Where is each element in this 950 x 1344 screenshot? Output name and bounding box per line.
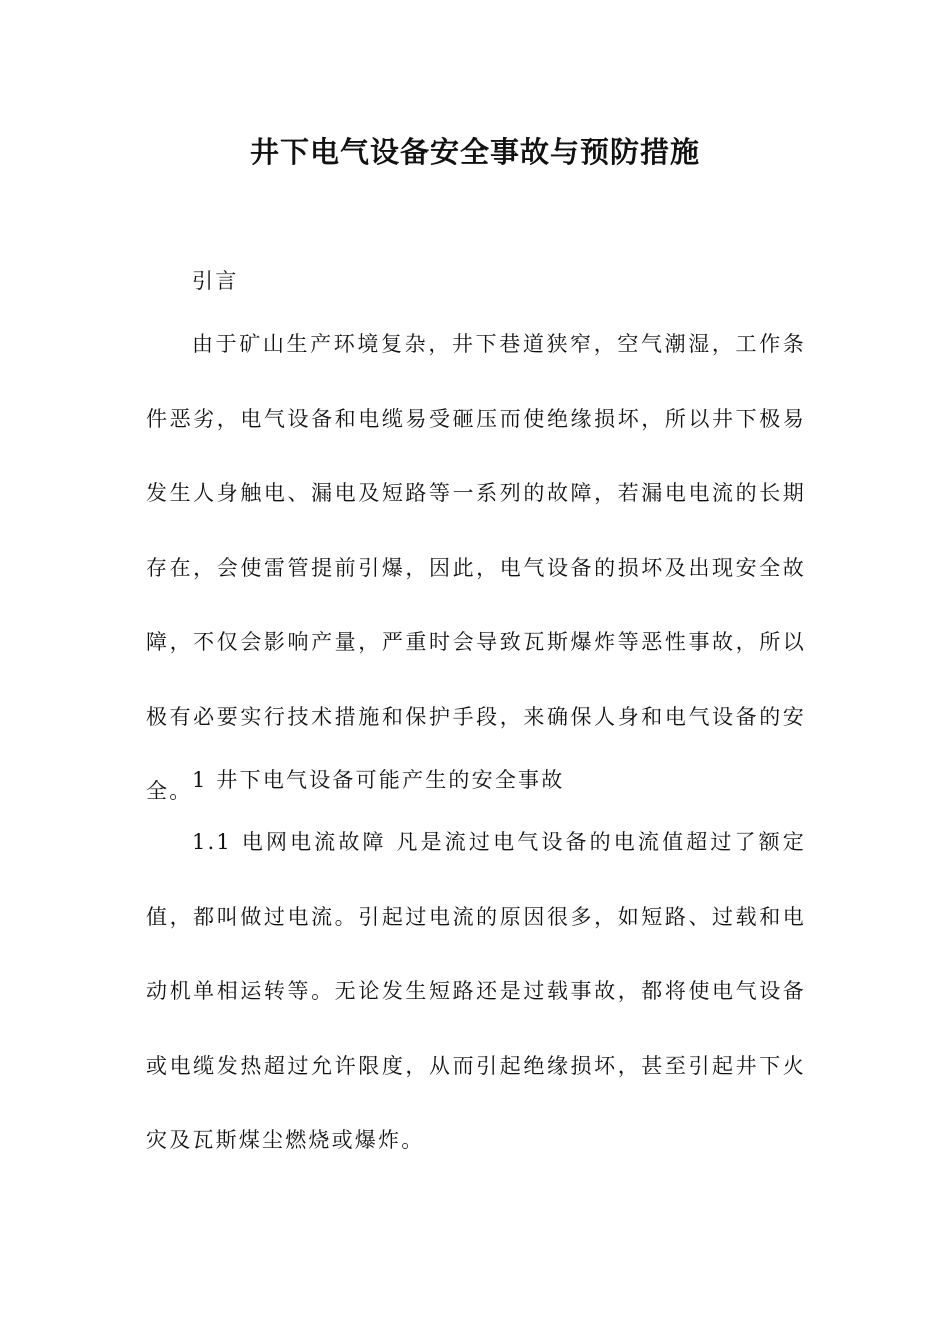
paragraph-intro-body: 由于矿山生产环境复杂，井下巷道狭窄，空气潮湿，工作条件恶劣，电气设备和电缆易受砸压而使绝缘损坏，所以井下极易发生人身触电、漏电及短路等一系列的故障，若漏电电流的长期存在，会使雷管提前引爆，因此，电气设备的损坏及出现安全故障，不仅会影响产量，严重时会导致瓦斯爆炸等恶性事故，所以极有必要实行技术措施和保护手段，来确保人身和电气设备的安全。 — [146, 332, 806, 803]
paragraph-intro-heading: 引言 — [192, 269, 239, 293]
section-heading-1: 1 井下电气设备可能产生的安全事故 — [192, 768, 565, 792]
document-title: 井下电气设备安全事故与预防措施 — [249, 135, 700, 169]
paragraph-section-1-1: 1.1 电网电流故障 凡是流过电气设备的电流值超过了额定值，都叫做过电流。引起过电流的原因很多，如短路、过载和电动机单相运转等。无论发生短路还是过载事故，都将使电气设备或电缆发热超过允许限度，从而引起绝缘损坏，甚至引起井下火灾及瓦斯煤尘燃烧或爆炸。 — [146, 830, 806, 1152]
